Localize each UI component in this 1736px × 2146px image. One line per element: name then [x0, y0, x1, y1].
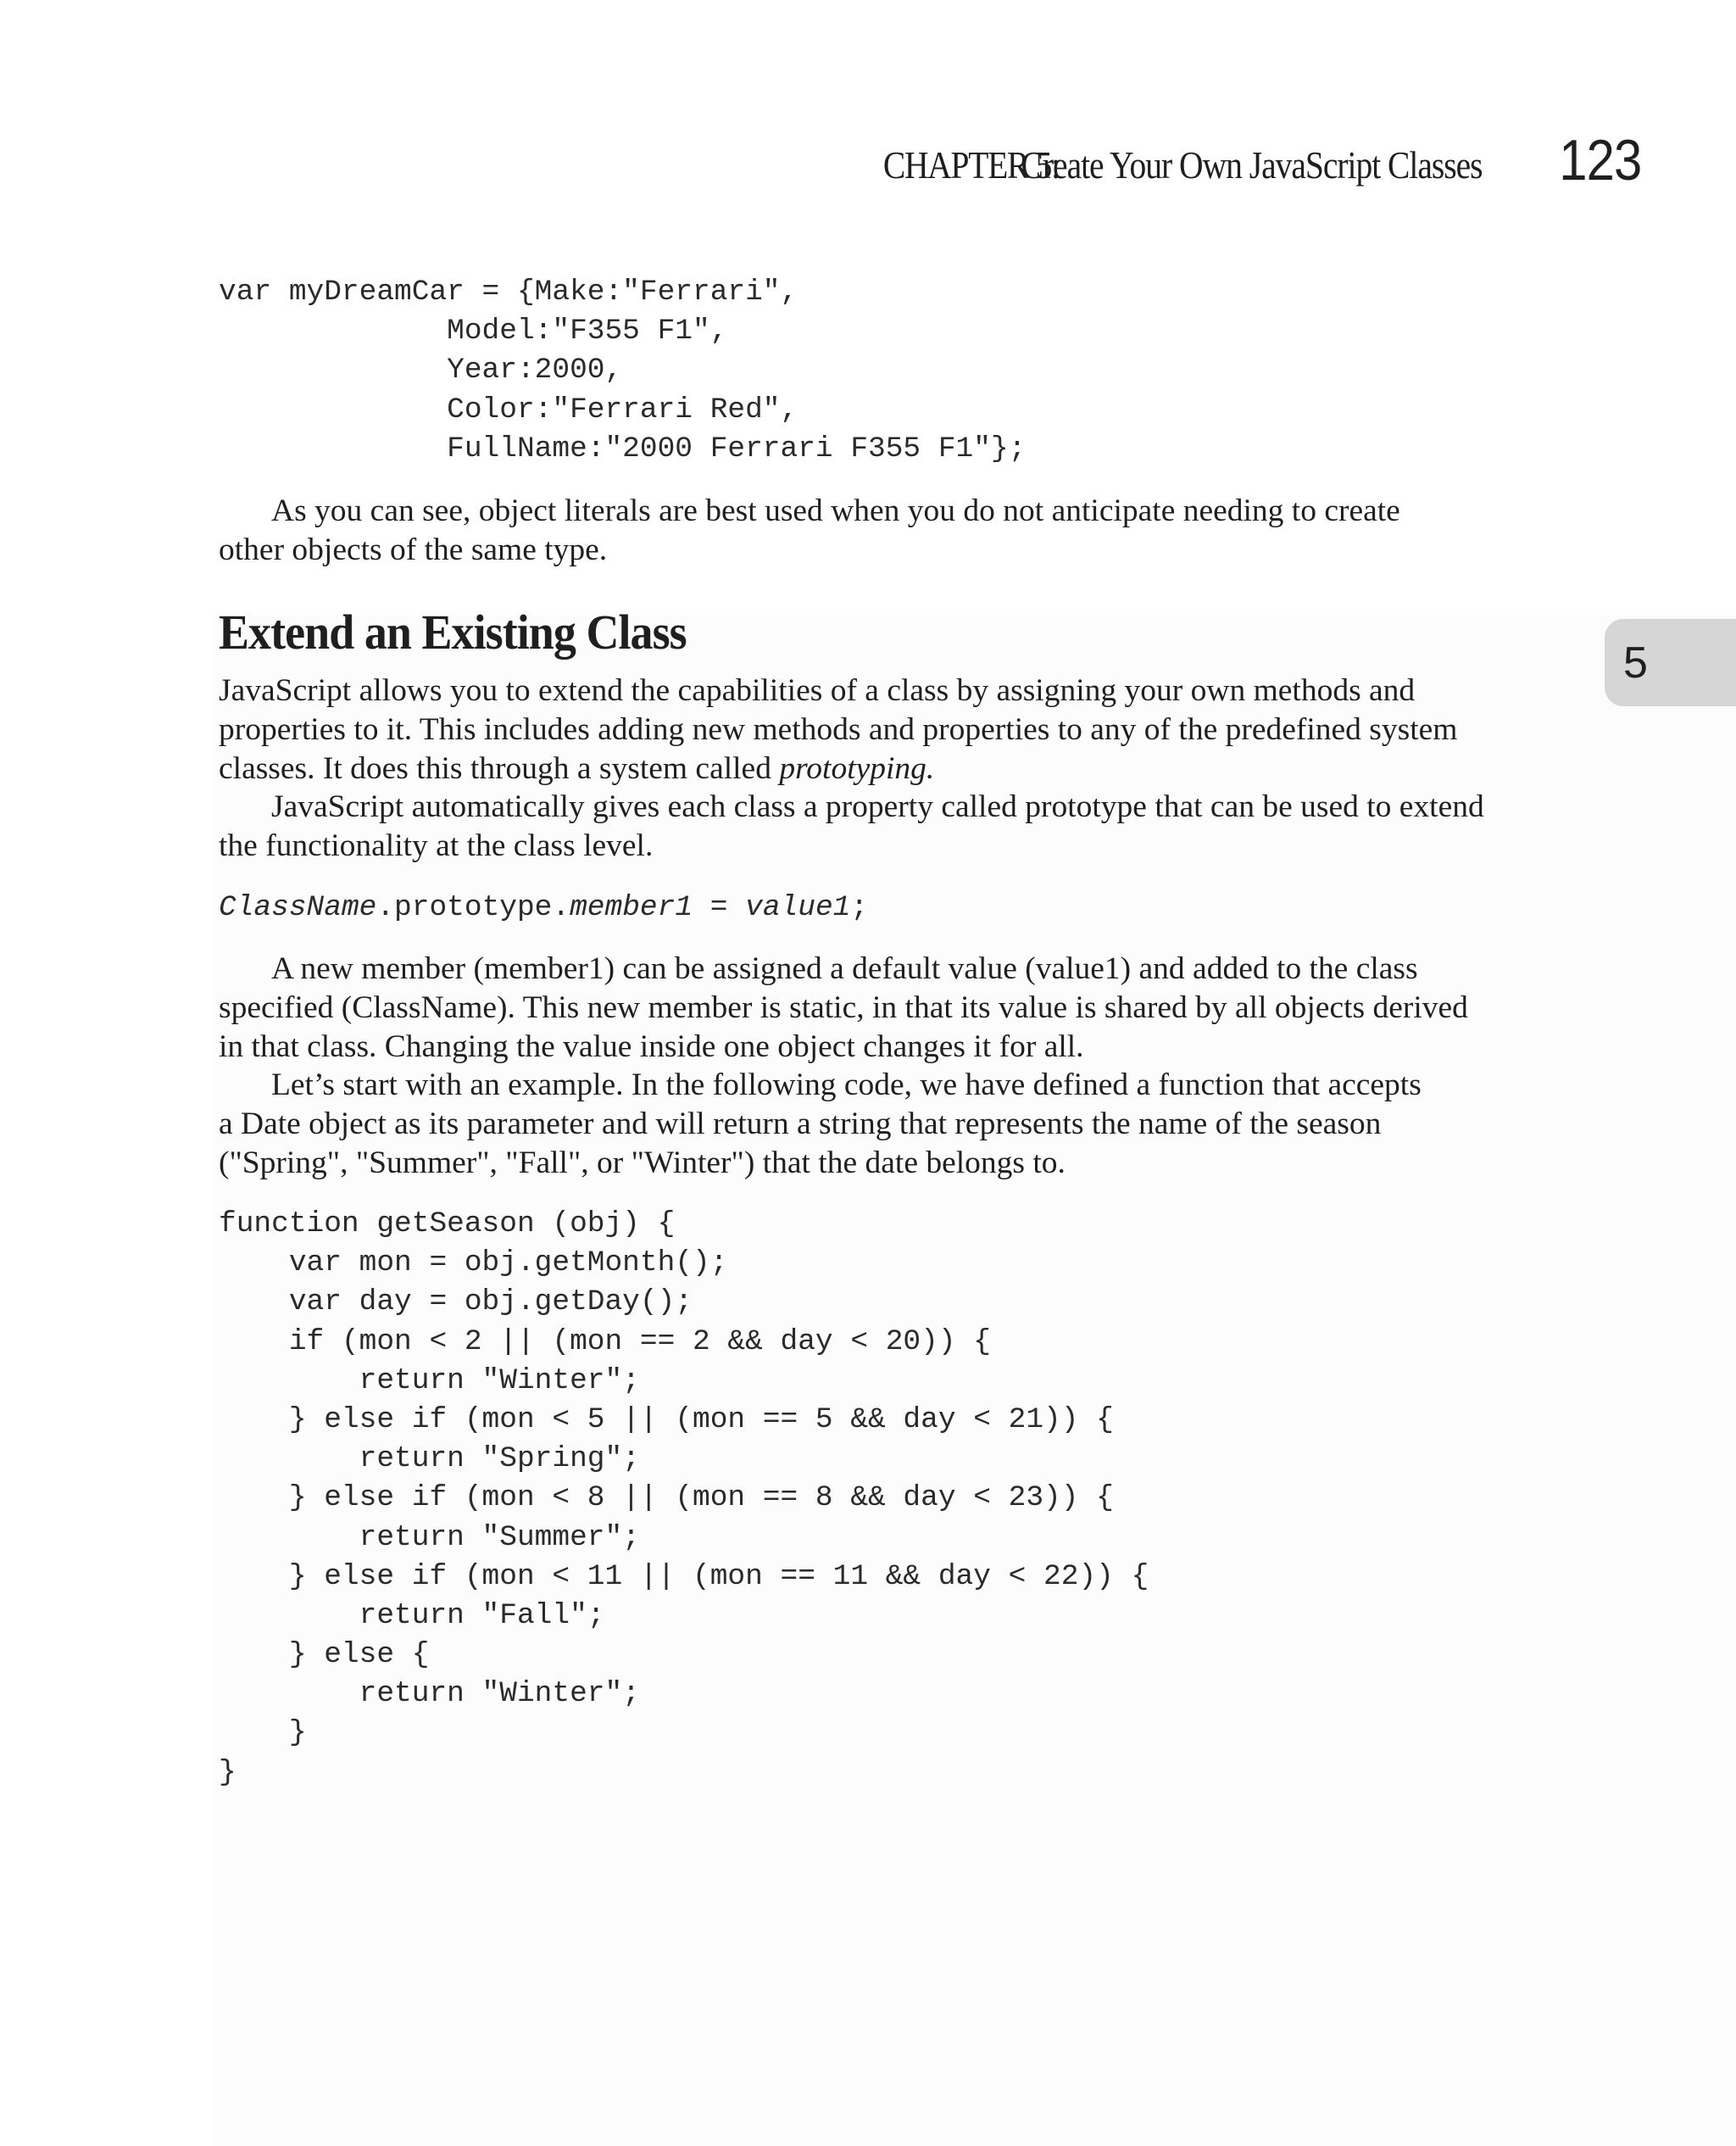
section-heading: Extend an Existing Class — [219, 605, 687, 660]
chapter-thumb-tab — [1605, 619, 1736, 706]
paragraph-line: Let’s start with an example. In the following code, we have defined a function that accepts — [271, 1067, 1422, 1103]
paragraph-line: specified (ClassName). This new member is static, in that its value is shared by all objects derived — [219, 989, 1468, 1025]
paragraph-line: As you can see, object literals are best used when you do not anticipate needing to create — [271, 493, 1400, 528]
code-line: } — [219, 1755, 236, 1789]
code-line: var day = obj.getDay(); — [219, 1285, 693, 1319]
code-line: return "Fall"; — [219, 1598, 605, 1632]
paragraph-extend-intro — [219, 672, 1507, 866]
page-number: 123 — [1558, 128, 1641, 192]
code-block-get-season — [219, 1205, 1149, 1792]
syntax-assign: = — [693, 891, 746, 924]
code-line: return "Summer"; — [219, 1520, 640, 1554]
paragraph-line: other objects of the same type. — [219, 532, 608, 567]
chapter-label: CHAPTER 5: — [882, 143, 1060, 187]
paragraph-line: a Date object as its parameter and will return a string that represents the name of the season — [219, 1106, 1382, 1142]
code-line: var myDreamCar = {Make:"Ferrari", — [219, 276, 798, 309]
chapter-title: Create Your Own JavaScript Classes — [1021, 143, 1483, 187]
code-line: if (mon < 2 || (mon == 2 && day < 20)) { — [219, 1324, 991, 1358]
paragraph-text: classes. It does this through a system called — [219, 750, 780, 786]
code-line: } else { — [219, 1638, 430, 1672]
code-line: Year:2000, — [219, 354, 623, 387]
paragraph-new-member — [219, 950, 1507, 1183]
paragraph-line: in that class. Changing the value inside one object changes it for all. — [219, 1028, 1084, 1064]
syntax-end: ; — [850, 891, 869, 924]
code-line: function getSeason (obj) { — [219, 1207, 676, 1240]
code-line: var mon = obj.getMonth(); — [219, 1246, 728, 1280]
code-line: FullName:"2000 Ferrari F355 F1"}; — [219, 432, 1027, 465]
syntax-prototype: .prototype. — [376, 891, 570, 924]
paragraph-line: JavaScript allows you to extend the capabilities of a class by assigning your own methods and — [219, 673, 1416, 708]
code-syntax-line — [219, 889, 868, 928]
code-line: } else if (mon < 8 || (mon == 8 && day < 23)) { — [219, 1481, 1114, 1515]
paragraph-line: A new member (member1) can be assigned a default value (value1) and added to the class — [271, 951, 1418, 986]
syntax-class-name: ClassName — [219, 891, 377, 924]
thumb-tab-number: 5 — [1623, 638, 1648, 688]
syntax-member: member1 — [570, 891, 693, 924]
code-line: } else if (mon < 5 || (mon == 5 && day < 21)) { — [219, 1402, 1114, 1436]
syntax-value: value1 — [745, 891, 851, 924]
code-line: return "Spring"; — [219, 1442, 640, 1476]
code-line: } — [219, 1716, 307, 1750]
emphasis-term: prototyping. — [779, 750, 935, 786]
paragraph-object-literals — [219, 492, 1507, 570]
code-line: } else if (mon < 11 || (mon == 11 && day < 22)) { — [219, 1559, 1149, 1593]
paragraph-line: the functionality at the class level. — [219, 828, 654, 864]
code-line: return "Winter"; — [219, 1363, 640, 1397]
code-line: Color:"Ferrari Red", — [219, 393, 798, 426]
code-line: return "Winter"; — [219, 1677, 640, 1711]
paragraph-line: ("Spring", "Summer", "Fall", or "Winter") that the date belongs to. — [219, 1145, 1066, 1180]
code-block-object-literal — [219, 273, 1026, 469]
paragraph-line: JavaScript automatically gives each class a property called prototype that can be used to extend — [271, 789, 1484, 825]
paragraph-line: properties to it. This includes adding new methods and properties to any of the predefined system — [219, 711, 1458, 747]
code-line: Model:"F355 F1", — [219, 315, 728, 348]
paragraph-line — [219, 750, 1507, 789]
running-header — [0, 127, 1641, 195]
